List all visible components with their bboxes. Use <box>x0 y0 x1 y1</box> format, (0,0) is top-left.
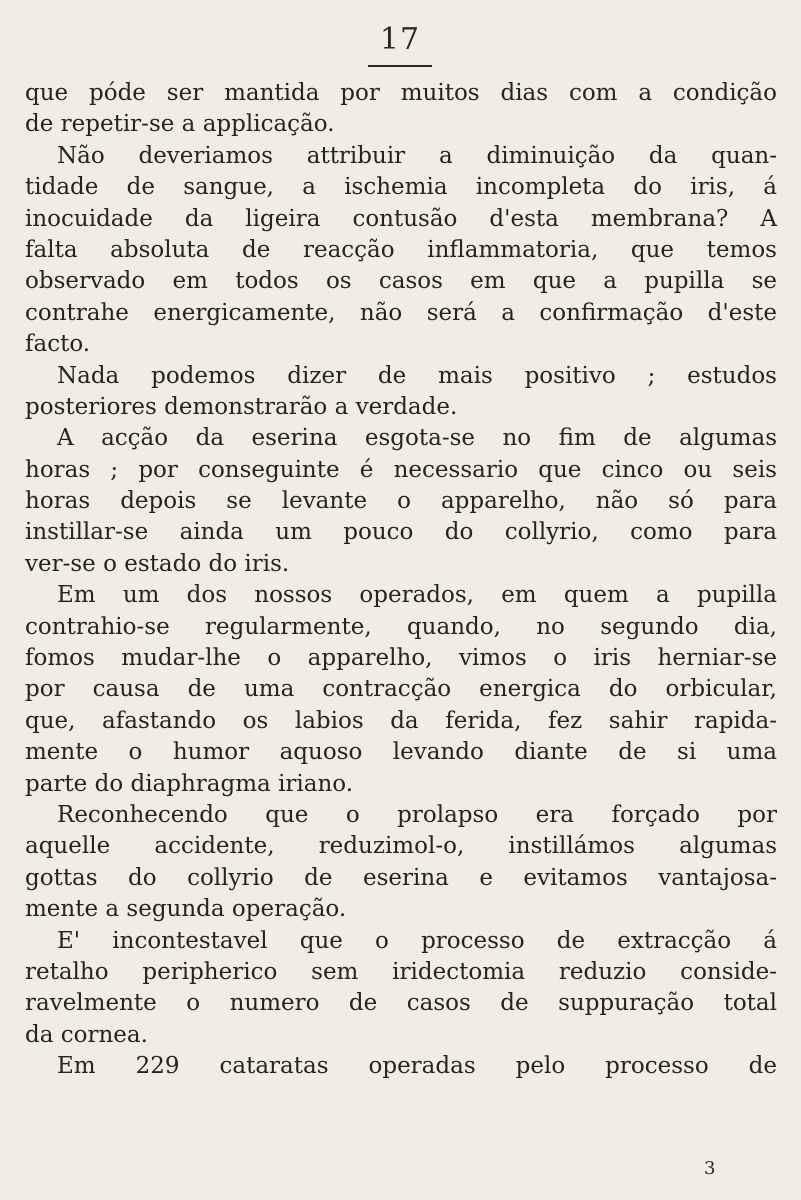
text-line: por causa de uma contracção energica do orbicular, <box>25 676 777 703</box>
text-line: falta absoluta de reacção inflammatoria, que temos <box>25 236 777 263</box>
text-line: horas ; por conseguinte é necessario que cinco ou seis <box>25 456 777 483</box>
body-text <box>25 78 777 1083</box>
text-line: posteriores demonstrarão a verdade. <box>25 393 458 420</box>
page-number-rule <box>368 65 432 67</box>
text-line: Não deveriamos attribuir a diminuição da quan- <box>57 142 777 169</box>
text-line: A acção da eserina esgota-se no fim de algumas <box>57 425 777 452</box>
text-line: E' incontestavel que o processo de extracção á <box>57 927 777 954</box>
signature-mark: 3 <box>704 1158 716 1179</box>
text-line: ver-se o estado do iris. <box>25 550 290 577</box>
text-line: instillar-se ainda um pouco do collyrio, como para <box>25 519 777 546</box>
text-line: Em 229 cataratas operadas pelo processo de <box>57 1053 777 1080</box>
text-line: aquelle accidente, reduzimol-o, instillámos algumas <box>25 833 777 860</box>
text-line: mente o humor aquoso levando diante de si uma <box>25 739 777 766</box>
text-line: gottas do collyrio de eserina e evitamos vantajosa- <box>25 864 777 891</box>
text-line: parte do diaphragma iriano. <box>25 770 354 797</box>
text-line: Reconhecendo que o prolapso era forçado por <box>57 801 777 828</box>
text-line: fomos mudar-lhe o apparelho, vimos o iris herniar-se <box>25 645 777 672</box>
text-line: ravelmente o numero de casos de suppuração total <box>25 990 777 1017</box>
text-line: tidade de sangue, a ischemia incompleta do iris, á <box>25 174 777 201</box>
text-line: horas depois se levante o apparelho, não só para <box>25 488 777 515</box>
text-line: inocuidade da ligeira contusão d'esta membrana? A <box>25 205 777 232</box>
text-line: de repetir-se a applicação. <box>25 111 335 138</box>
text-line: Em um dos nossos operados, em quem a pupilla <box>57 582 777 609</box>
text-line: Nada podemos dizer de mais positivo ; estudos <box>57 362 777 389</box>
text-line: da cornea. <box>25 1021 148 1048</box>
text-line: mente a segunda operação. <box>25 896 347 923</box>
page-number: 17 <box>379 22 421 57</box>
text-line: facto. <box>25 331 91 358</box>
text-line: contrahe energicamente, não será a confirmação d'este <box>25 299 777 326</box>
text-line: retalho peripherico sem iridectomia reduzio conside- <box>25 958 777 985</box>
text-line: observado em todos os casos em que a pupilla se <box>25 268 777 295</box>
text-line: que, afastando os labios da ferida, fez sahir rapida- <box>25 707 777 734</box>
text-line: que póde ser mantida por muitos dias com a condição <box>25 80 777 106</box>
text-line: contrahio-se regularmente, quando, no segundo dia, <box>25 613 777 640</box>
